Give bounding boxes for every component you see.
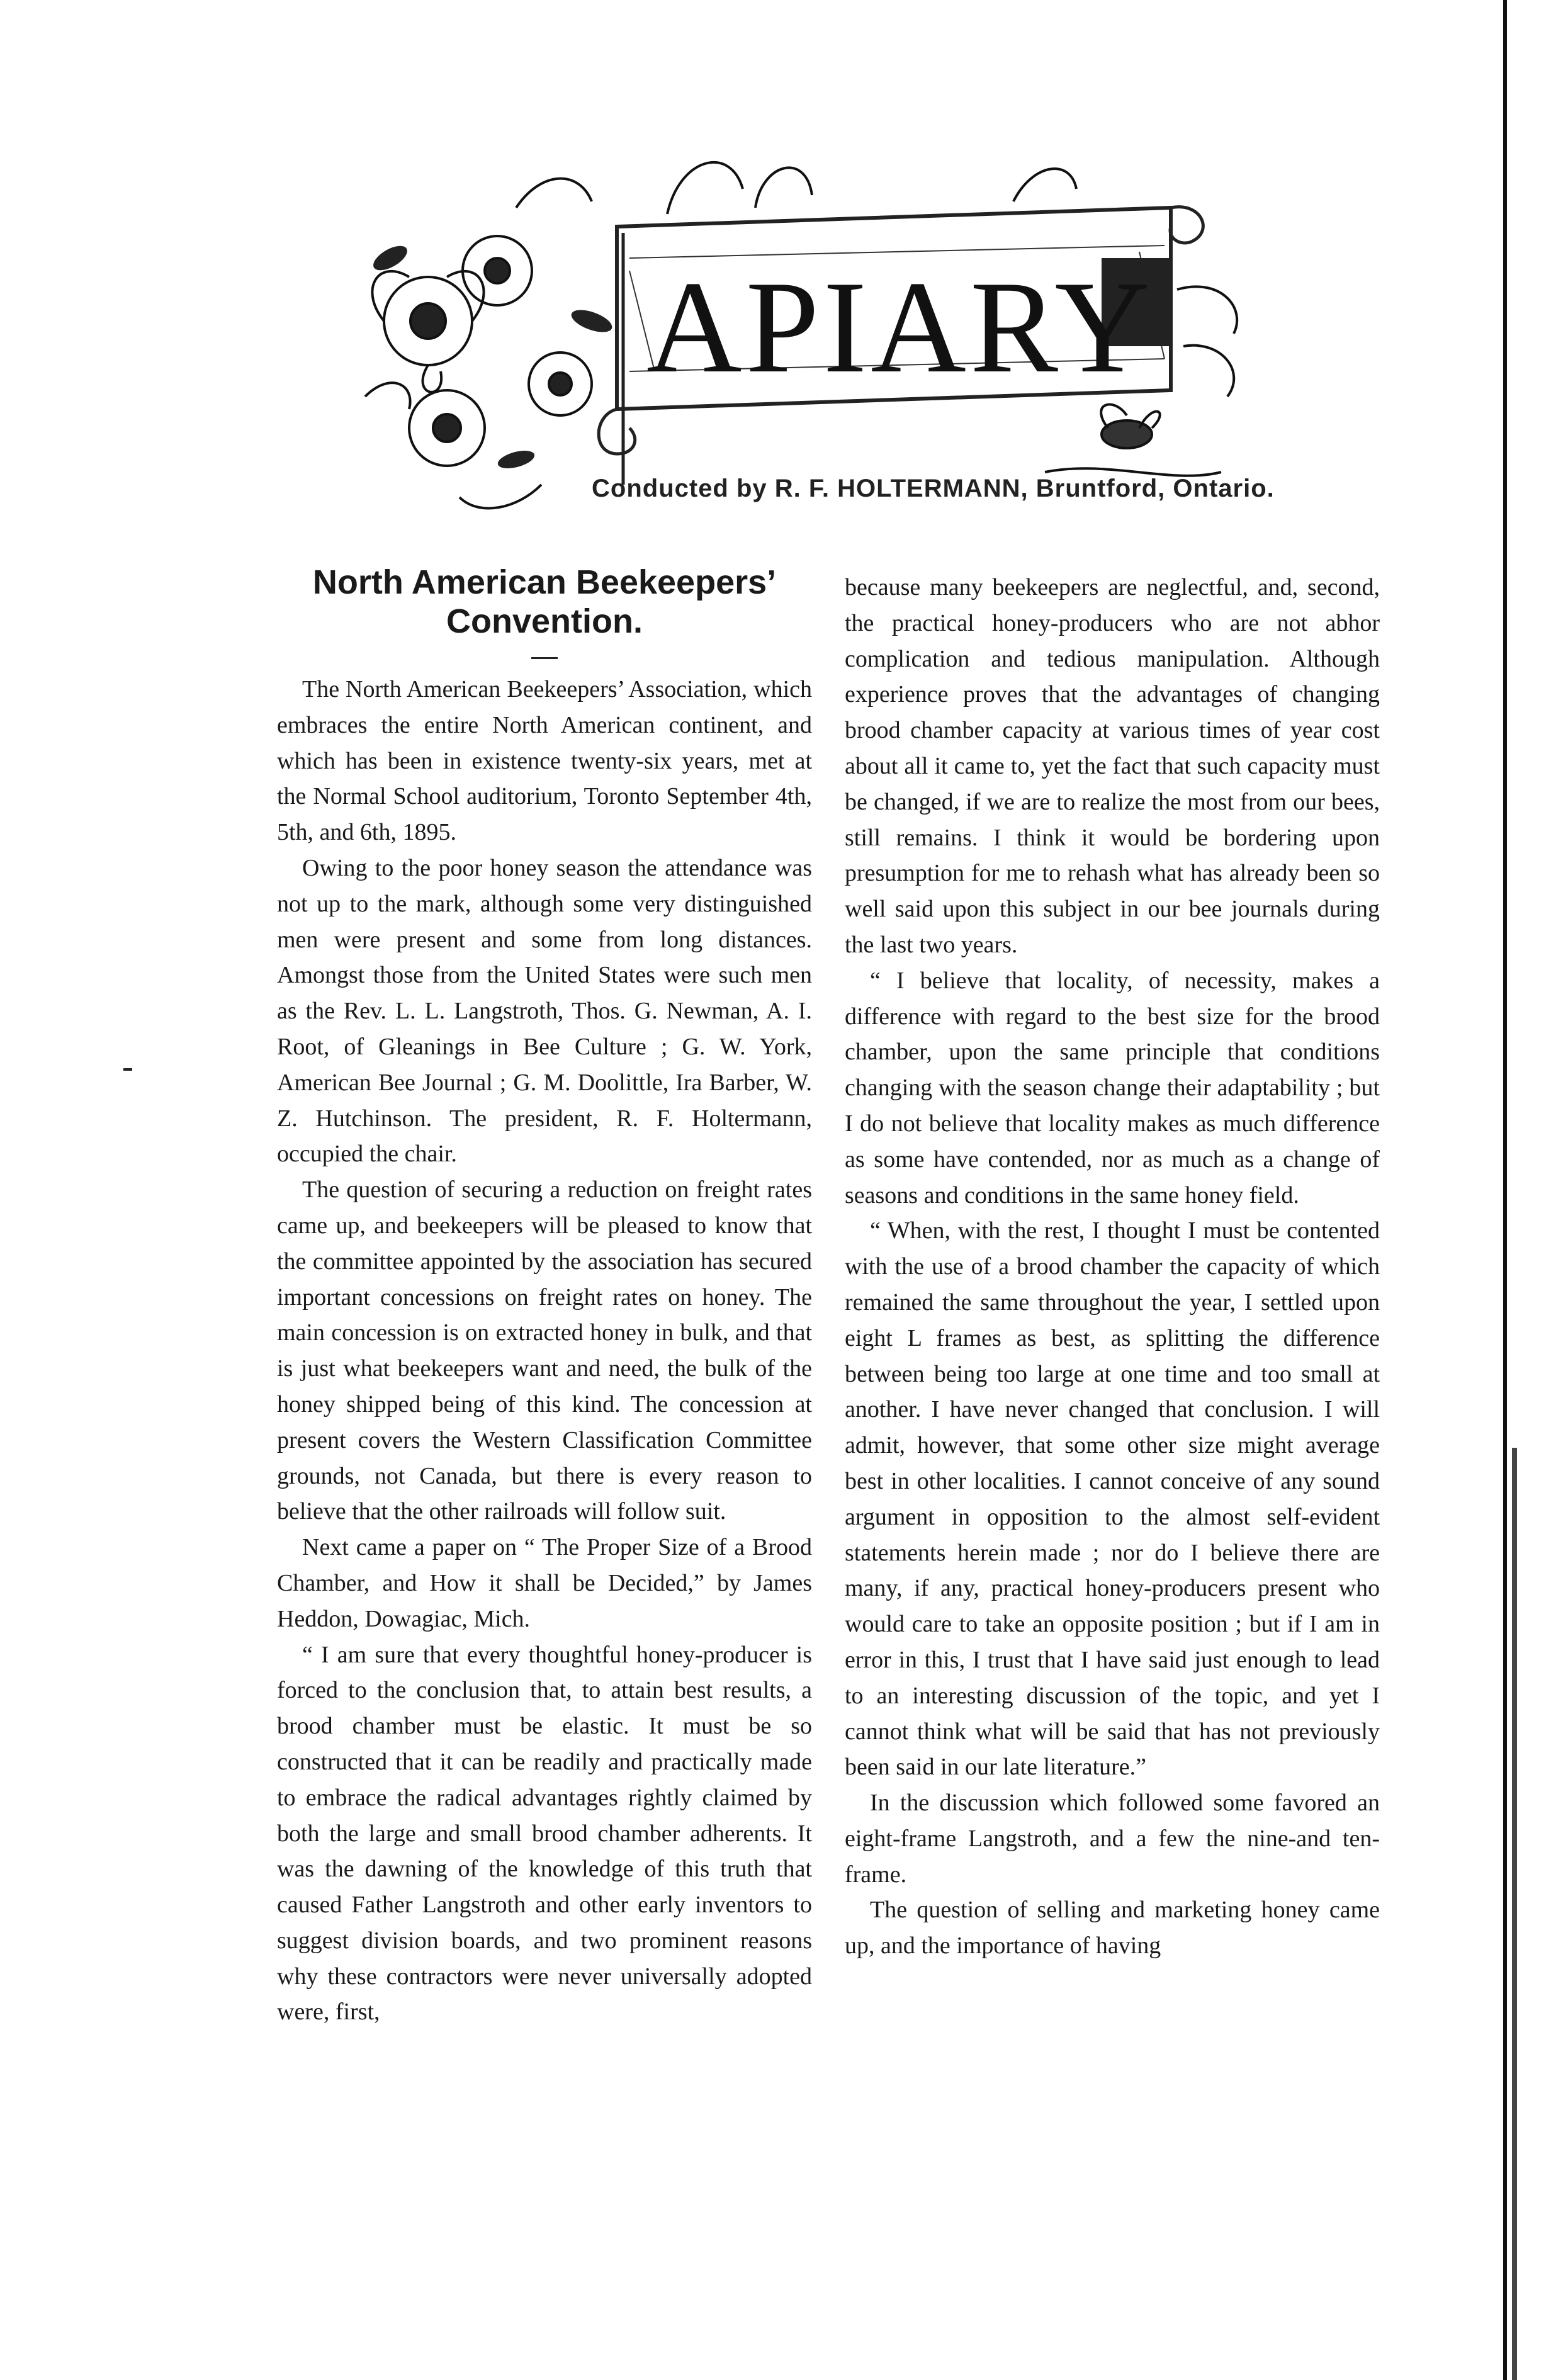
right-column <box>845 570 1380 1964</box>
page-edge-shadow <box>1512 1448 1517 2380</box>
apiary-masthead <box>352 132 1284 522</box>
page-edge-line <box>1503 0 1507 2380</box>
article-title-line1: North American Beekeepers’ <box>312 563 777 601</box>
paragraph: In the discussion which followed some favored an eight-frame Langstroth, and a few the nine-and ten-frame. <box>845 1790 1380 1888</box>
paragraph: Next came a paper on “ The Proper Size of a Brood Chamber, and How it shall be Decided,” by James Heddon, Dowagiac, Mich. <box>277 1534 812 1632</box>
paragraph: Owing to the poor honey season the attendance was not up to the mark, although some very distinguished men were present and some from long distances. Amongst those from the United States were such men as the Rev. L. L. Langstroth, Thos. G. Newman, A. I. Root, of Gleanings in Bee Culture ; G. W. York, American Bee Journal ; G. M. Doolittle, Ira Barber, W. Z. Hutchinson. The president, R. F. Holtermann, occupied the chair. <box>277 854 812 1168</box>
masthead-title: APIARY <box>646 254 1154 400</box>
paragraph: The question of selling and marketing honey came up, and the importance of having <box>845 1897 1380 1960</box>
paragraph: because many beekeepers are neglectful, and, second, the practical honey-producers who are not abhor complication and tedious manipulation. Although experience proves that the advantages of changing brood chamber capacity at various times of year cost about all it came to, yet the fact that such capacity must be changed, if we are to realize the most from our bees, still remains. I think it would be bordering upon presumption for me to rehash what has already been so well said upon this subject in our bee journals during the last two years. <box>845 574 1380 958</box>
paragraph: “ When, with the rest, I thought I must be contented with the use of a brood chamber the capacity of which remained the same throughout the year, I settled upon eight L frames as best, as splitting the difference between being too large at one time and too small at another. I have never changed that conclusion. I will admit, however, that some other size might average best in other localities. I cannot conceive of any sound argument in opposition to the almost self-evident statements herein made ; nor do I believe there are many, if any, practical honey-producers present who would care to take an opposite position ; but if I am in error in this, I trust that I have said just enough to lead to an interesting discussion of the topic, and yet I cannot think what will be said that has not previously been said in our late literature.” <box>845 1217 1380 1781</box>
title-divider <box>531 657 558 659</box>
article-title-line2: Convention. <box>446 602 643 640</box>
paragraph: “ I believe that locality, of necessity, makes a difference with regard to the best size for the brood chamber, upon the same principle that conditions changing with the season change their adaptability ; but I do not believe that locality makes as much difference as some have contended, nor as much as a change of seasons and conditions in the same honey field. <box>845 967 1380 1209</box>
paragraph: “ I am sure that every thoughtful honey-producer is forced to the conclusion that, to attain best results, a brood chamber must be elastic. It must be so constructed that it can be readily and practically made to embrace the radical advantages rightly claimed by both the large and small brood chamber adherents. It was the dawning of the knowledge of this truth that caused Father Langstroth and other early inventors to suggest division boards, and two prominent reasons why these contractors were never universally adopted were, first, <box>277 1641 812 2026</box>
paragraph: The North American Beekeepers’ Association, which embraces the entire North American continent, and which has been in existence twenty-six years, met at the Normal School auditorium, Toronto September 4th, 5th, and 6th, 1895. <box>277 676 812 846</box>
margin-mark <box>123 1068 132 1071</box>
article-title <box>277 563 812 641</box>
left-column <box>277 554 812 2030</box>
paragraph: The question of securing a reduction on freight rates came up, and beekeepers will be pleased to know that the committee appointed by the association has secured important concessions on freight rates on honey. The main concession is on extracted honey in bulk, and that is just what beekeepers want and need, the bulk of the honey shipped being of this kind. The concession at present covers the Western Classification Committee grounds, not Canada, but there is every reason to believe that the other railroads will follow suit. <box>277 1176 812 1525</box>
conducted-by-line: Conducted by R. F. HOLTERMANN, Bruntford, Ontario. <box>592 475 1275 502</box>
floral-banner-illustration <box>352 132 1284 522</box>
